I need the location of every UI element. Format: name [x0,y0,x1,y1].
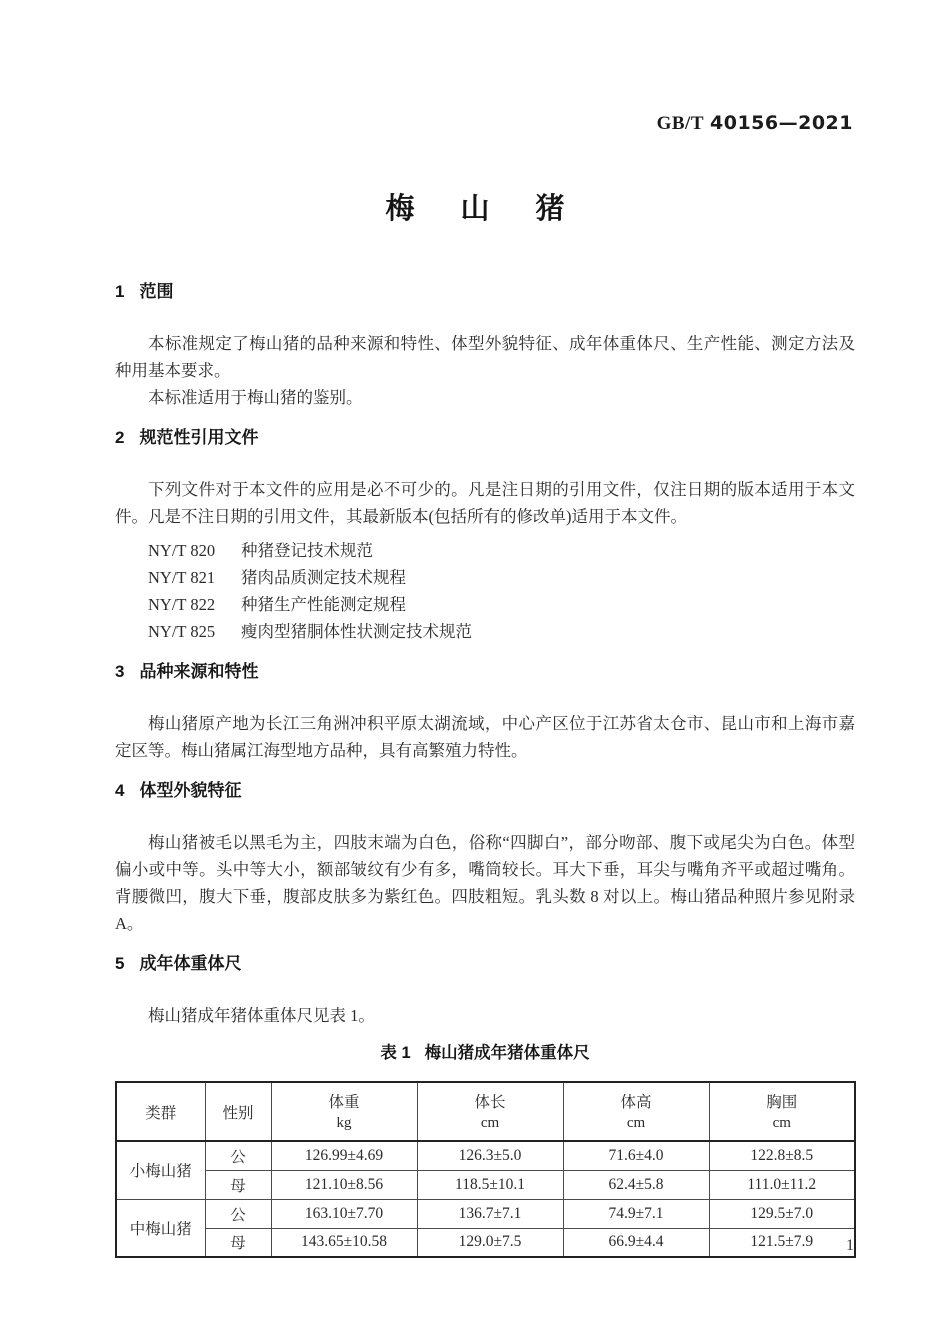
height-cell: 74.9±7.1 [563,1199,709,1228]
section-number: 4 [115,781,125,800]
length-cell: 136.7±7.1 [417,1199,563,1228]
section-title: 范围 [139,282,174,301]
reference-item [115,618,855,645]
column-unit: cm [772,1114,791,1131]
sex-cell: 母 [205,1228,271,1257]
section-heading-1 [115,282,855,302]
column-header-chest [709,1082,855,1141]
reference-item [115,591,855,618]
group-cell: 中梅山猪 [116,1199,205,1257]
section-title: 规范性引用文件 [139,428,259,447]
standard-number-prefix: GB/T [656,113,705,134]
table-header-row [116,1082,855,1141]
sex-cell: 公 [205,1199,271,1228]
column-header-group: 类群 [116,1082,205,1141]
section-title: 品种来源和特性 [139,662,259,681]
column-header-sex: 性别 [205,1082,271,1141]
weight-cell: 163.10±7.70 [271,1199,417,1228]
table-caption [115,1043,855,1063]
reference-title: 瘦肉型猪胴体性状测定技术规范 [241,622,472,641]
reference-code: NY/T 820 [148,541,216,560]
document-body [115,268,855,1258]
reference-code: NY/T 821 [148,568,216,587]
section-number: 1 [115,282,125,301]
paragraph: 本标准规定了梅山猪的品种来源和特性、体型外貌特征、成年体重体尺、生产性能、测定方法及种用基本要求。 [115,334,855,380]
section-heading-2 [115,428,855,448]
chest-cell: 121.5±7.9 [709,1228,855,1257]
group-cell: 小梅山猪 [116,1141,205,1199]
length-cell: 126.3±5.0 [417,1141,563,1170]
reference-code: NY/T 822 [148,595,216,614]
column-header-weight [271,1082,417,1141]
reference-item [115,537,855,564]
paragraph: 梅山猪成年猪体重体尺见表 1。 [148,1006,375,1025]
section-heading-4 [115,781,855,801]
height-cell: 66.9±4.4 [563,1228,709,1257]
section-title: 体型外貌特征 [139,781,242,800]
weight-cell: 121.10±8.56 [271,1170,417,1199]
column-label: 体重 [328,1093,360,1111]
weight-cell: 143.65±10.58 [271,1228,417,1257]
section-title: 成年体重体尺 [139,954,242,973]
paragraph: 梅山猪原产地为长江三角洲冲积平原太湖流域，中心产区位于江苏省太仓市、昆山市和上海市嘉定区等。梅山猪属江海型地方品种，具有高繁殖力特性。 [115,714,855,760]
length-cell: 118.5±10.1 [417,1170,563,1199]
sex-cell: 母 [205,1170,271,1199]
column-unit: kg [336,1114,352,1131]
document-title: 梅山猪 [385,193,611,225]
height-cell: 71.6±4.0 [563,1141,709,1170]
table-caption-title: 梅山猪成年猪体重体尺 [424,1044,590,1062]
paragraph: 本标准适用于梅山猪的鉴别。 [148,388,363,407]
column-label: 体高 [620,1093,652,1111]
sex-cell: 公 [205,1141,271,1170]
table-row [116,1141,855,1170]
section-heading-5 [115,954,855,974]
section-number: 2 [115,428,125,447]
page-number: 1 [846,1237,854,1254]
chest-cell: 122.8±8.5 [709,1141,855,1170]
column-label: 体长 [474,1093,506,1111]
body-measurements-table [115,1081,856,1258]
section-heading-3 [115,662,855,682]
length-cell: 129.0±7.5 [417,1228,563,1257]
column-unit: cm [626,1114,646,1131]
chest-cell: 111.0±11.2 [709,1170,855,1199]
section-number: 5 [115,954,125,973]
table-row [116,1228,855,1257]
reference-item [115,564,855,591]
paragraph: 下列文件对于本文件的应用是必不可少的。凡是注日期的引用文件，仅注日期的版本适用于本文件。凡是不注日期的引用文件，其最新版本(包括所有的修改单)适用于本文件。 [115,480,855,526]
standard-number-digits: 40156—2021 [710,112,853,134]
paragraph: 梅山猪被毛以黑毛为主，四肢末端为白色，俗称“四脚白”，部分吻部、腹下或尾尖为白色。体型偏小或中等。头中等大小，额部皱纹有少有多，嘴筒较长。耳大下垂，耳尖与嘴角齐平或超过嘴角。背腰微凹，腹大下垂，腹部皮肤多为紫红色。四肢粗短。乳头数 8 对以上。梅山猪品种照片参见附录 A。 [115,833,855,933]
reference-title: 猪肉品质测定技术规程 [241,568,406,587]
weight-cell: 126.99±4.69 [271,1141,417,1170]
table-row [116,1170,855,1199]
column-header-length [417,1082,563,1141]
column-header-height [563,1082,709,1141]
column-label: 胸围 [766,1093,798,1111]
table-caption-label: 表 1 [380,1044,411,1062]
standard-number [657,112,853,135]
reference-title: 种猪生产性能测定规程 [241,595,406,614]
column-unit: cm [480,1114,500,1131]
height-cell: 62.4±5.8 [563,1170,709,1199]
reference-title: 种猪登记技术规范 [241,541,373,560]
table-row [116,1199,855,1228]
reference-list [115,537,855,645]
reference-code: NY/T 825 [148,622,216,641]
chest-cell: 129.5±7.0 [709,1199,855,1228]
section-number: 3 [115,662,125,681]
